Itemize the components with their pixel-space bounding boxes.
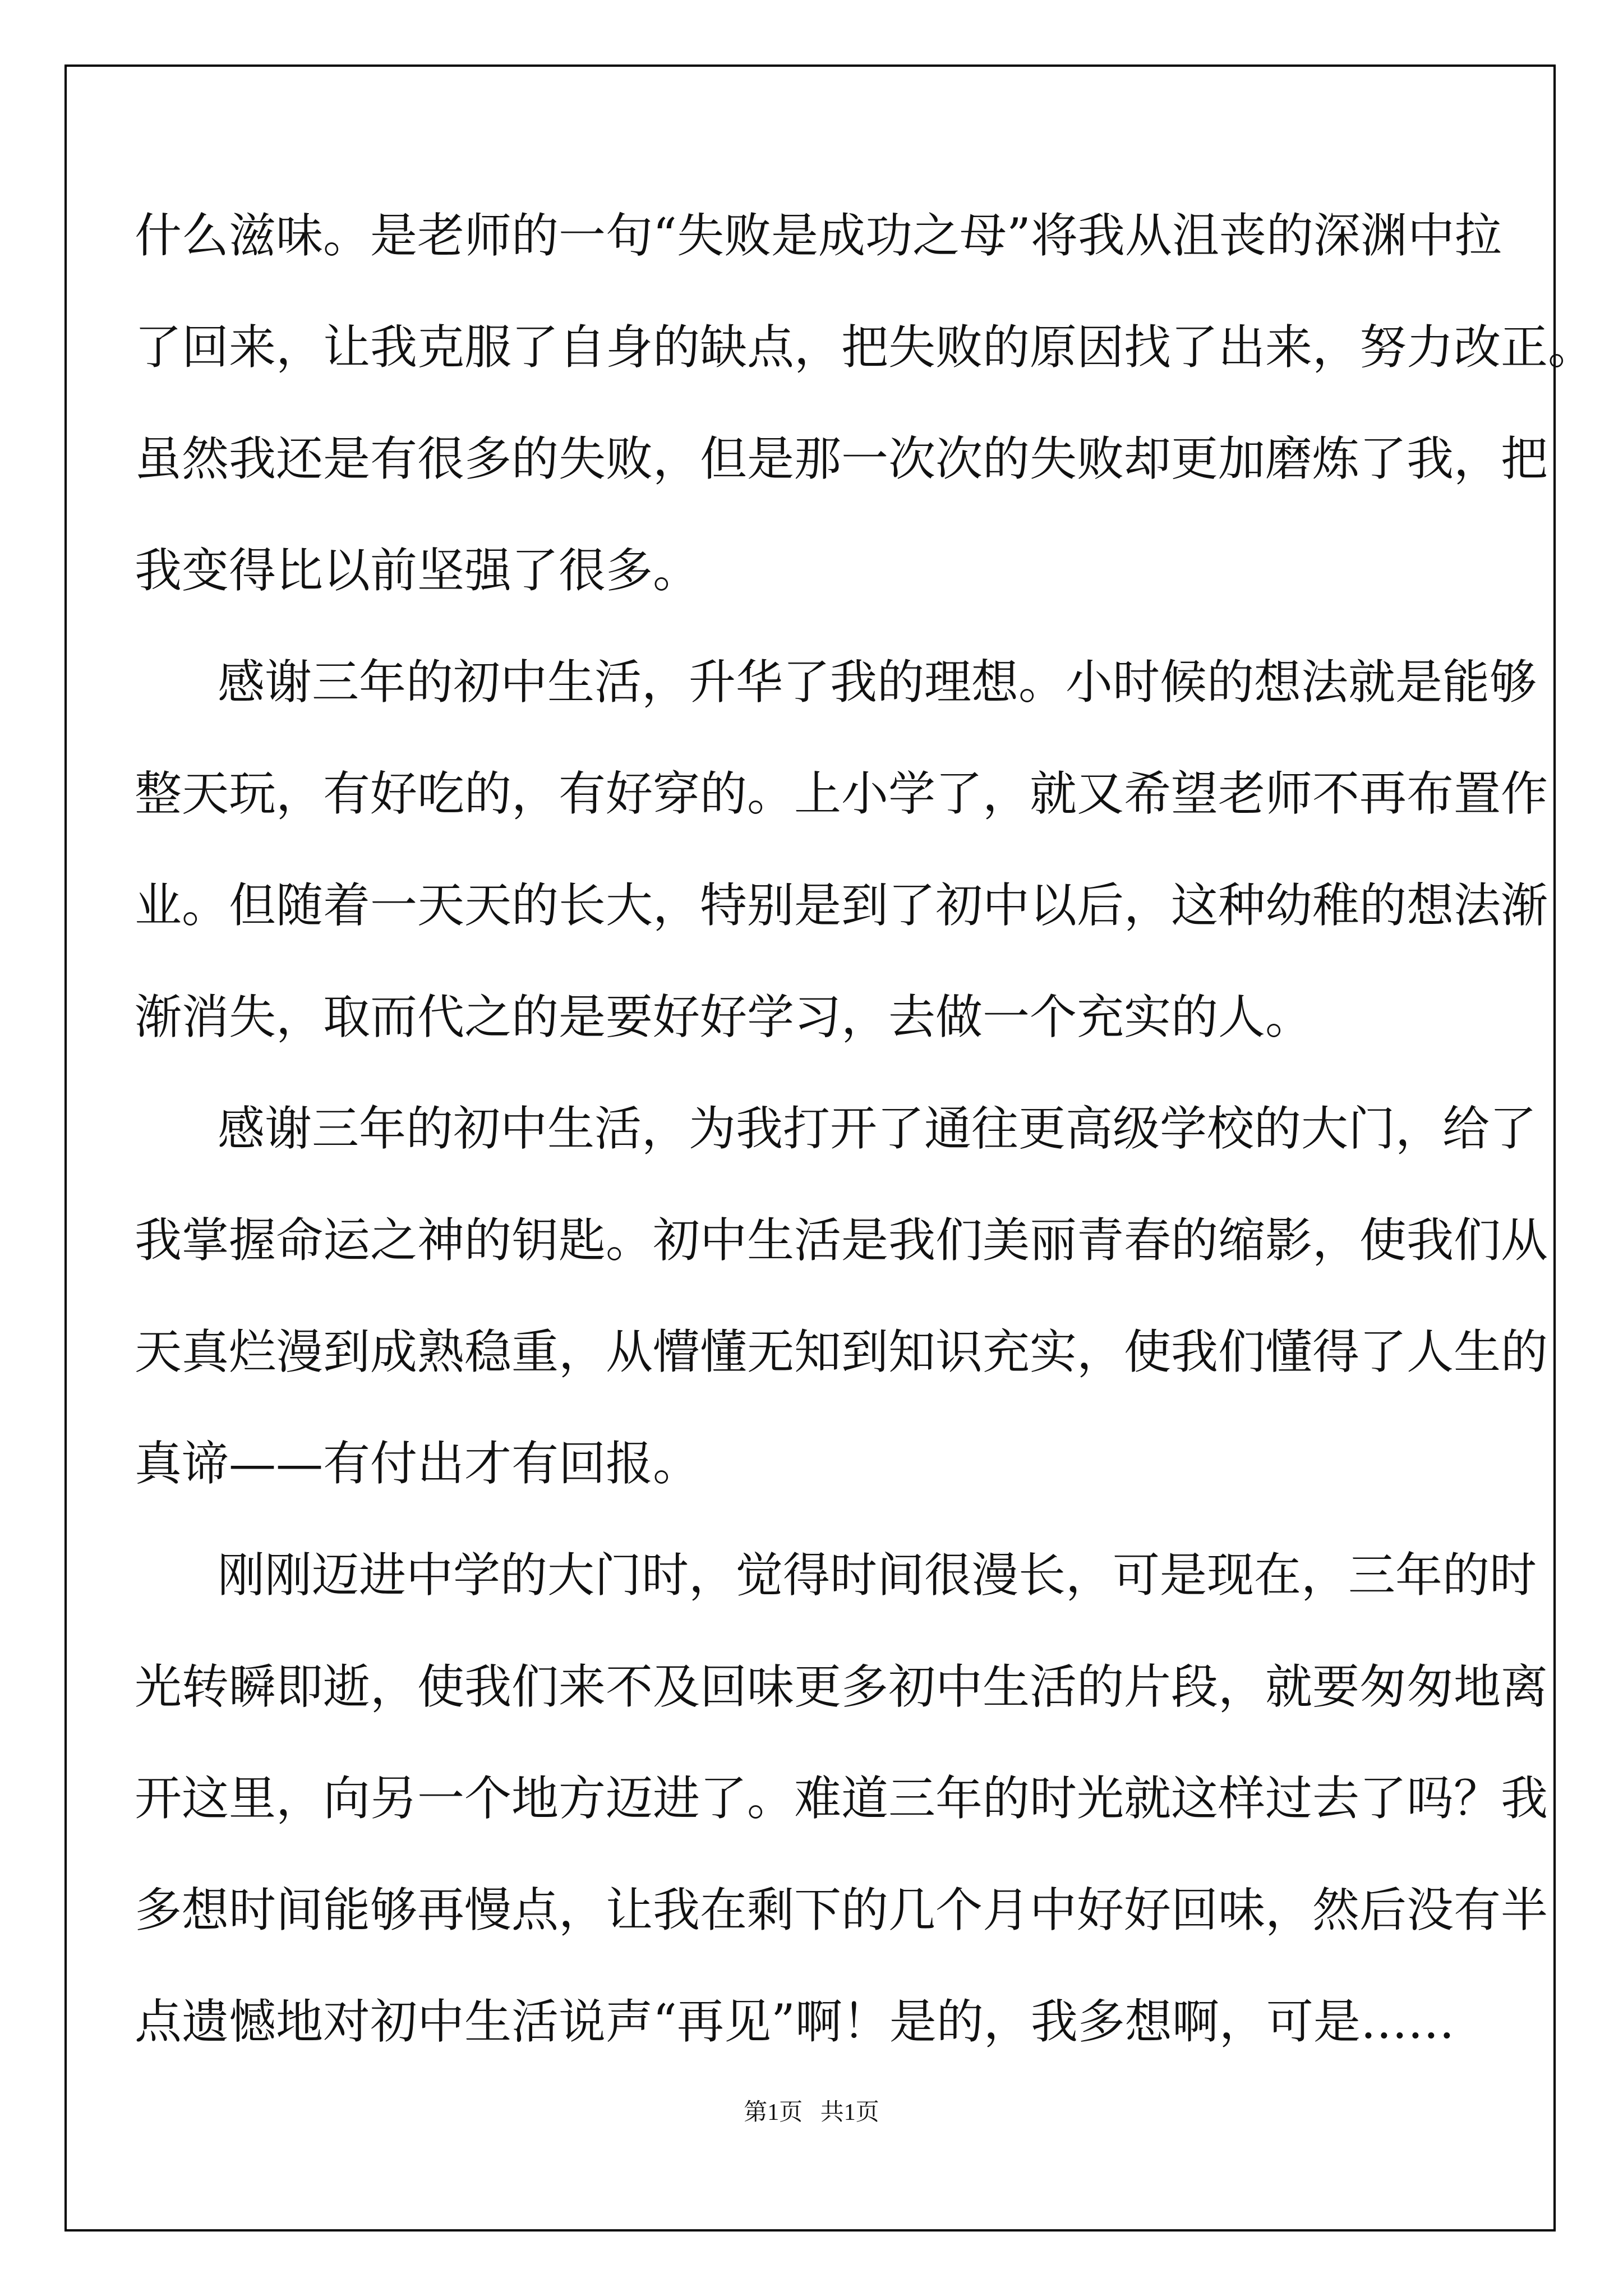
body-line: 开这里，向另一个地方迈进了。难道三年的时光就这样过去了吗？我 (135, 1771, 1548, 1826)
body-line: 点遗憾地对初中生活说声“再见”啊！是的，我多想啊，可是…… (135, 1994, 1455, 2049)
body-line: 多想时间能够再慢点，让我在剩下的几个月中好好回味，然后没有半 (135, 1883, 1548, 1938)
page-footer: 第1页 共1页 (744, 2100, 879, 2125)
body-line: 我变得比以前坚强了很多。 (135, 543, 700, 598)
paragraph-start-line: 刚刚迈进中学的大门时，觉得时间很漫长，可是现在，三年的时 (218, 1548, 1537, 1603)
body-line: 天真烂漫到成熟稳重，从懵懂无知到知识充实，使我们懂得了人生的 (135, 1324, 1548, 1379)
body-line: 了回来，让我克服了自身的缺点，把失败的原因找了出来，努力改正。 (135, 320, 1596, 375)
paragraph-start-line: 感谢三年的初中生活，为我打开了通往更高级学校的大门，给了 (218, 1101, 1537, 1156)
body-line: 真谛——有付出才有回报。 (135, 1436, 700, 1491)
body-line: 光转瞬即逝，使我们来不及回味更多初中生活的片段，就要匆匆地离 (135, 1659, 1548, 1714)
body-line: 渐消失，取而代之的是要好好学习，去做一个充实的人。 (135, 990, 1313, 1045)
body-line: 业。但随着一天天的长大，特别是到了初中以后，这种幼稚的想法渐 (135, 878, 1548, 933)
paragraph-start-line: 感谢三年的初中生活，升华了我的理想。小时候的想法就是能够 (218, 655, 1537, 710)
body-line: 虽然我还是有很多的失败，但是那一次次的失败却更加磨炼了我，把 (135, 431, 1548, 486)
body-line: 我掌握命运之神的钥匙。初中生活是我们美丽青春的缩影，使我们从 (135, 1213, 1548, 1268)
body-line: 整天玩，有好吃的，有好穿的。上小学了，就又希望老师不再布置作 (135, 766, 1548, 821)
body-line: 什么滋味。是老师的一句“失败是成功之母”将我从沮丧的深渊中拉 (135, 208, 1502, 263)
